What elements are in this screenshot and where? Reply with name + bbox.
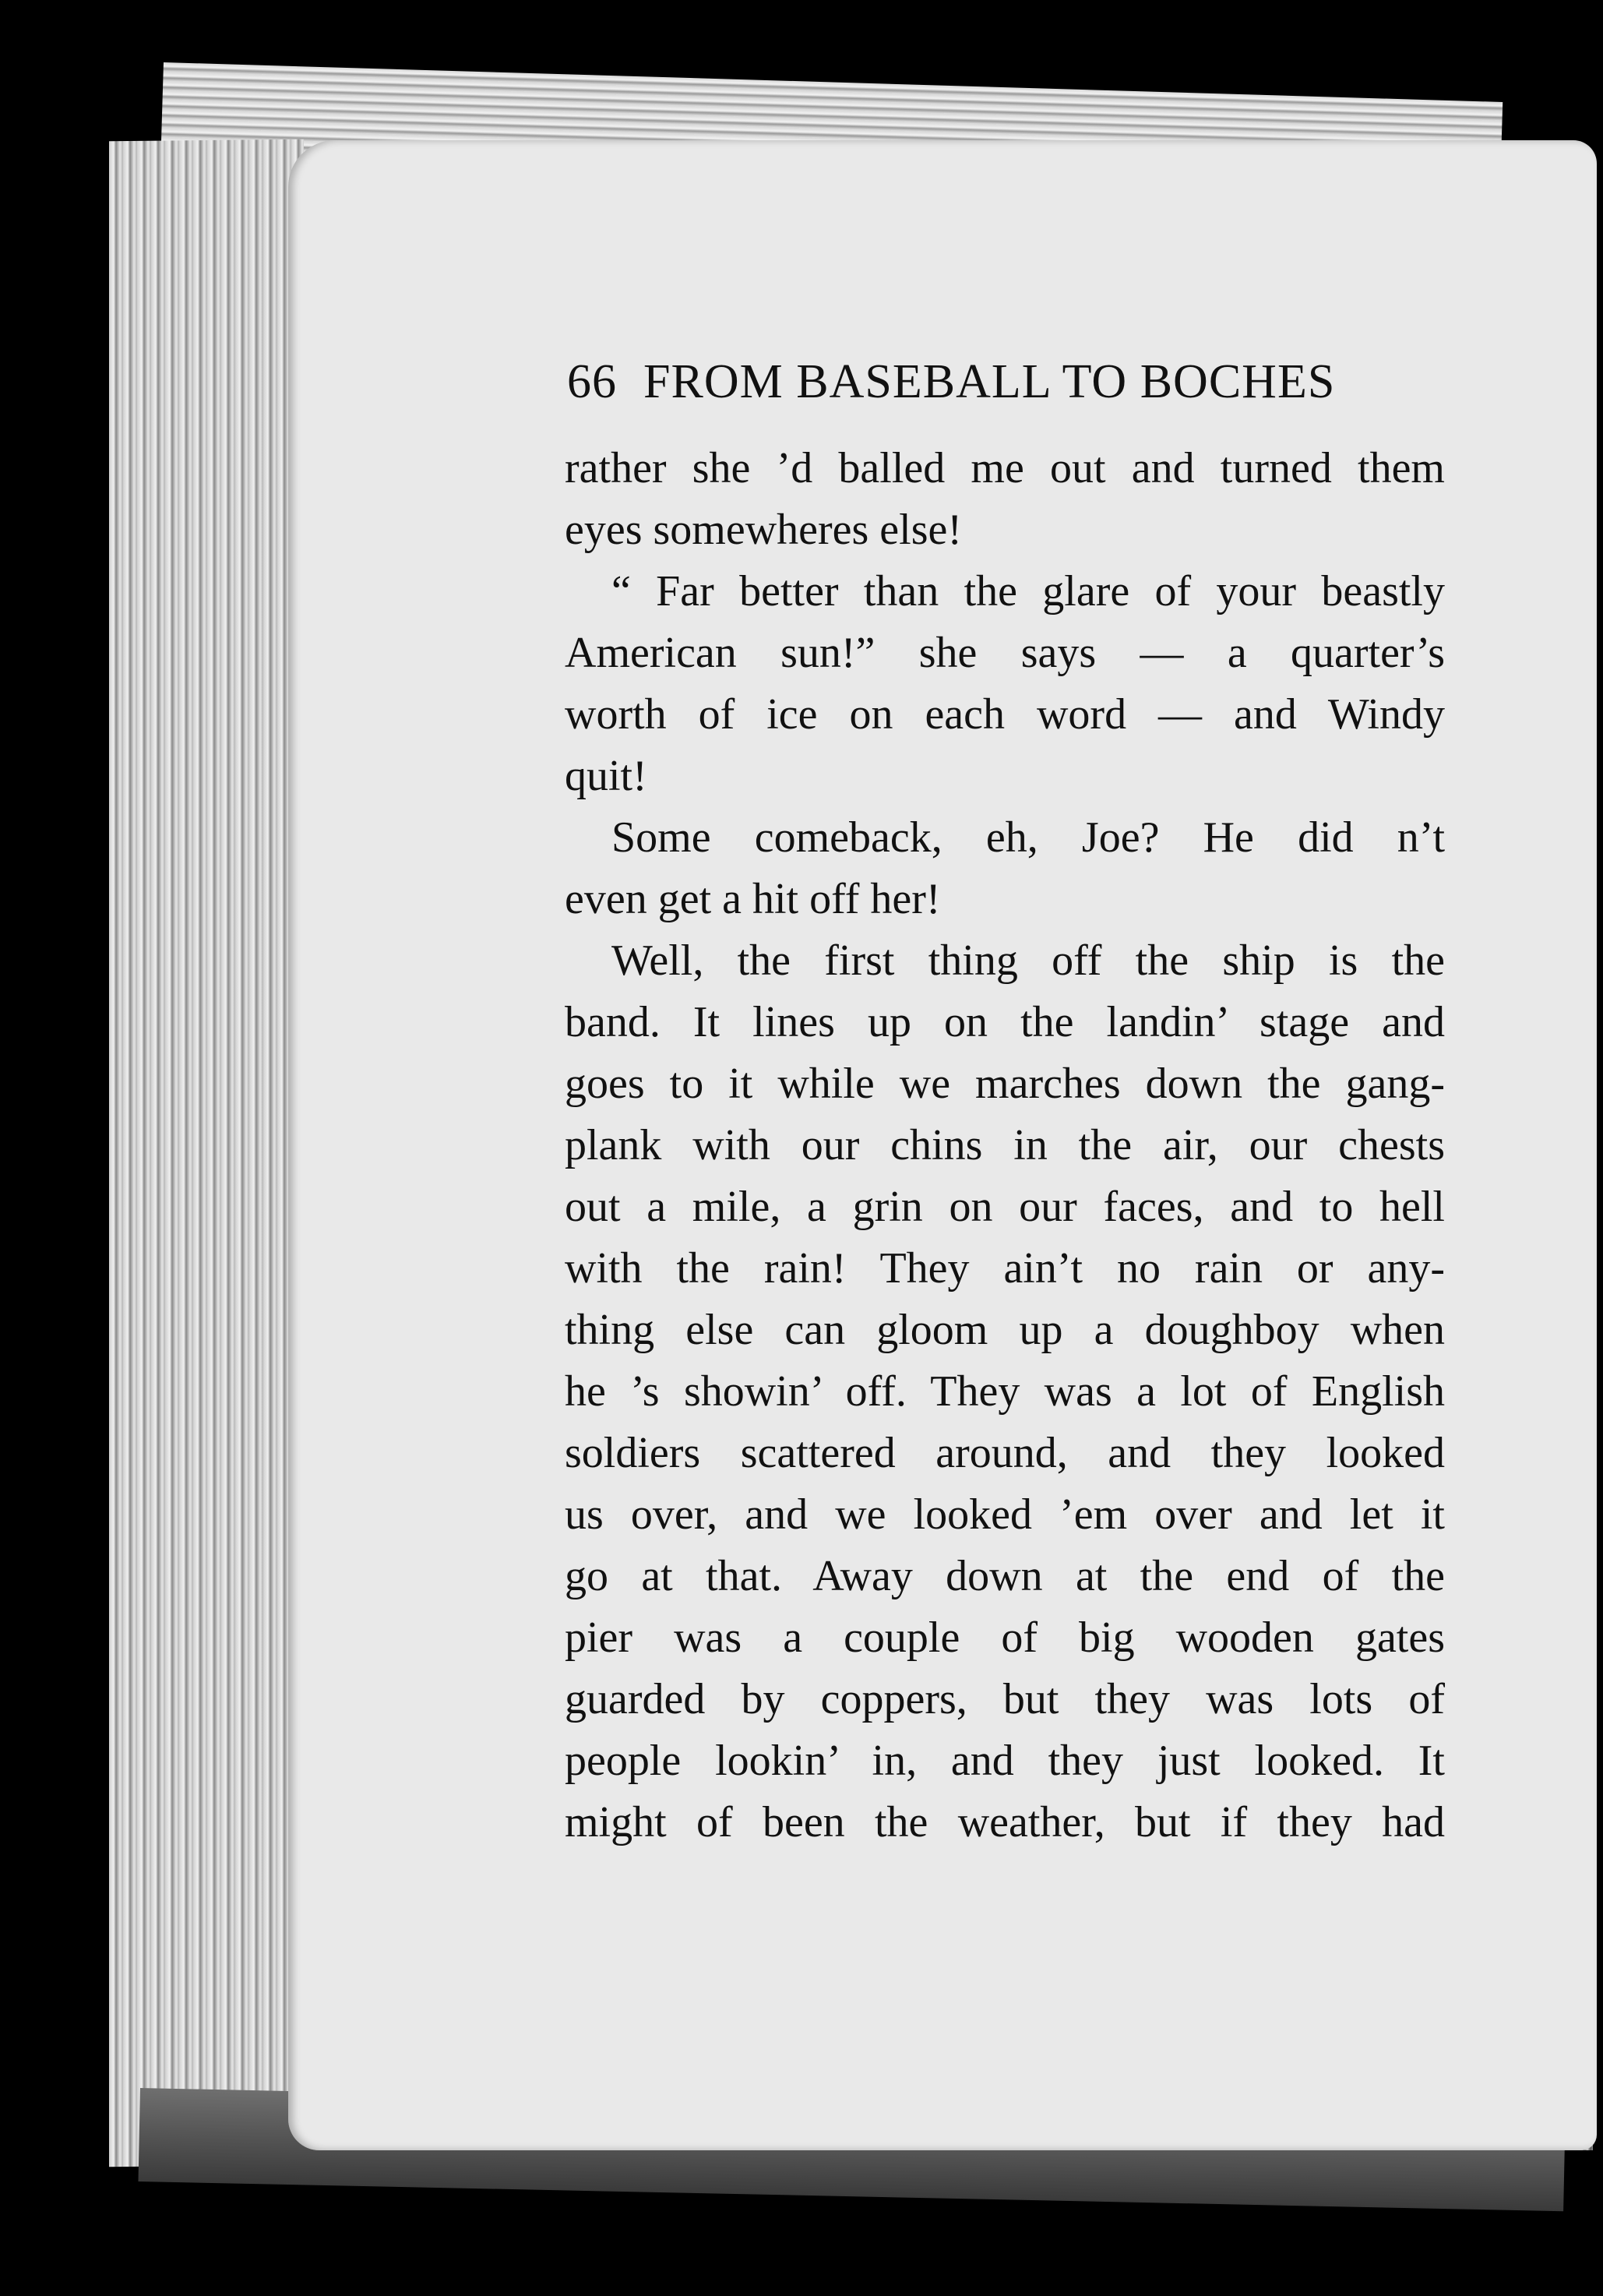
text-line: eyes somewheres else!	[565, 506, 963, 554]
text-line: quit!	[565, 752, 647, 800]
text-line: people lookin’ in, and they just looked. It	[565, 1737, 1445, 1785]
text-line: guarded by coppers, but they was lots of	[565, 1675, 1445, 1723]
text-line: Some comeback, eh, Joe? He did n’t	[611, 813, 1445, 862]
text-line: with the rain! They ain’t no rain or any-	[565, 1244, 1445, 1293]
text-line: “ Far better than the glare of your beastly	[611, 567, 1445, 615]
text-line: he ’s showin’ off. They was a lot of English	[565, 1367, 1445, 1416]
text-line: Well, the first thing off the ship is the	[611, 936, 1445, 985]
text-line: rather she ’d balled me out and turned them	[565, 444, 1445, 492]
text-line: plank with our chins in the air, our chests	[565, 1121, 1445, 1169]
book-page-edges	[109, 139, 304, 2167]
text-line: out a mile, a grin on our faces, and to hell	[565, 1183, 1445, 1231]
page-number: 66	[567, 355, 617, 408]
text-line: us over, and we looked ’em over and let it	[565, 1490, 1445, 1539]
text-line: goes to it while we marches down the gang-	[565, 1060, 1445, 1108]
page-body-text	[565, 438, 1445, 1853]
text-line: American sun!” she says — a quarter’s	[565, 629, 1445, 677]
running-title: FROM BASEBALL TO BOCHES	[643, 355, 1336, 408]
text-line: band. It lines up on the landin’ stage and	[565, 998, 1445, 1046]
text-line: even get a hit off her!	[565, 875, 941, 923]
text-line: go at that. Away down at the end of the	[565, 1552, 1445, 1600]
text-line: soldiers scattered around, and they looked	[565, 1429, 1445, 1477]
text-line: pier was a couple of big wooden gates	[565, 1614, 1445, 1662]
running-header	[567, 351, 1424, 413]
text-line: might of been the weather, but if they had	[565, 1798, 1445, 1846]
text-line: worth of ice on each word — and Windy	[565, 690, 1445, 739]
text-line: thing else can gloom up a doughboy when	[565, 1306, 1445, 1354]
